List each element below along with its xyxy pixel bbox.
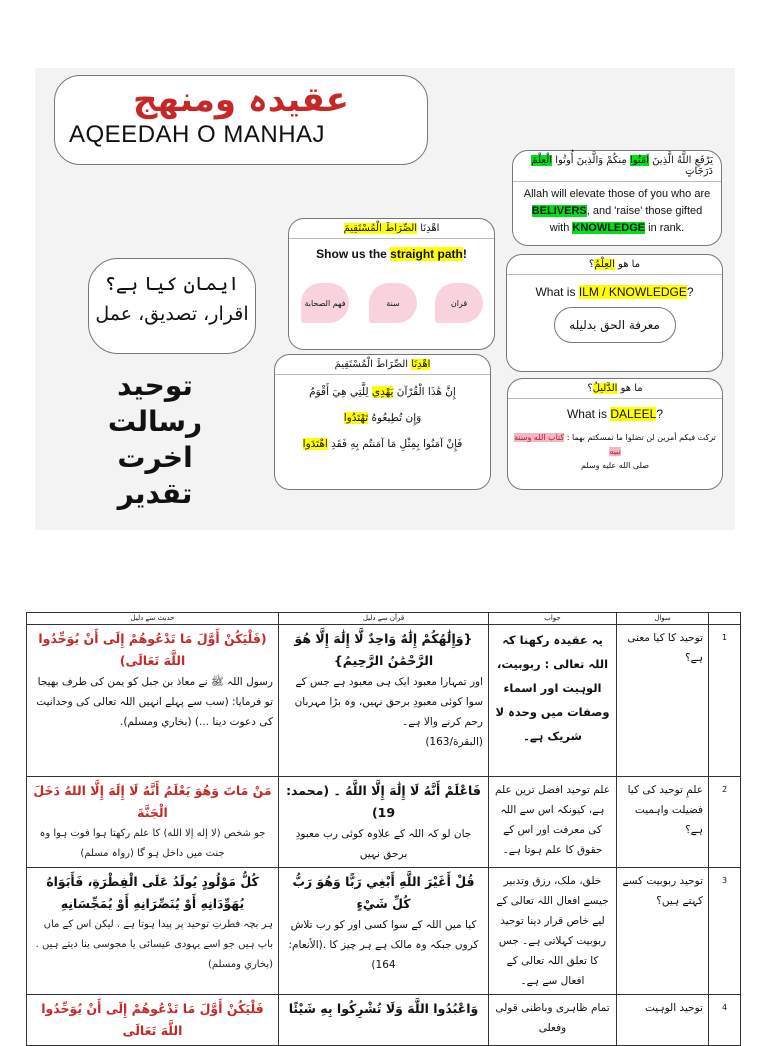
header-question: سوال [617,613,709,625]
bubble-quran: قران [435,283,483,323]
answer-cell: علم توحید افضل ترین علم ہے، کیونکہ اس سے اللہ کی معرفت اور اس کے حقوق کا علم ہوتا ہے۔ [489,777,617,868]
daleel-quote: ما هو الدَّليلُ؟ [508,379,722,399]
table-header-row [27,613,741,625]
title-english: AQEEDAH O MANHAJ [69,121,326,148]
verse-card [512,150,722,246]
header-hadith: حدیث سے دلیل [27,613,279,625]
hidayah-verses [275,379,490,457]
daleel-hadith: تركت فيكم أمرين لن تضلوا ما تمسكتم بهما : كتاب الله وسنة نبيه صلى الله عليه وسلم [514,433,716,470]
poster [35,68,735,530]
aqeedah-table [26,612,741,1046]
question-cell: توحید ربوبیت کسے کہتے ہیں؟ [617,868,709,995]
ilm-answer-cloud: معرفة الحق بدليله [554,307,676,343]
hidayah-verse-2: وَإِن تُطِيعُوهُ تَهْتَدُوا [343,412,422,424]
daleel-title: What is DALEEL? [566,407,664,421]
quran-cell: قُلْ أَغَيْرَ اللَّهِ أَبْغِي رَبًّا وَهُوَ رَبُّ كُلِّ شَيْءٍ کیا میں اللہ کے سوا کسی اور کو رب تلاش کروں جبکہ وہ مالک ہے ہر چیز کا .(الأنعام: 164) [279,868,489,995]
header-quran: قرآن سے دلیل [279,613,489,625]
straight-path-quote: اهْدِنَا الصِّرَاطَ الْمُسْتَقِيمَ [289,219,494,239]
pillar-taqdeer: تقدير [117,477,193,510]
bubble-sahaba: فهم الصحابة [301,283,349,323]
answer-cell: یہ عقیدہ رکھنا کہ اللہ تعالی : ربوبیت، الوہیت اور اسماء وصفات میں وحدہ لا شریک ہے۔ [489,625,617,777]
row-number: 4 [709,995,741,1046]
table-row [27,995,741,1046]
pillar-akhirat: اخرت [117,441,193,474]
hadith-cell: (فَلْيَكُنْ أَوَّلَ مَا تَدْعُوهُمْ إِلَى أَنْ يُوَحِّدُوا اللَّهَ تَعَالَى) رسول اللہ ﷺ نے معاذ بن جبل کو یمن کی طرف بھیجا تو فرمایا: (سب سے پہلے انہیں اللہ تعالی کی وحدانیت کی دعوت دینا ...) (بخاري ومسلم). [27,625,279,777]
question-cell: توحید الوہیت [617,995,709,1046]
row-number: 2 [709,777,741,868]
hidayah-verse-1: إِنَّ هَٰذَا الْقُرْآنَ يَهْدِي لِلَّتِي هِيَ أَقْوَمُ [309,386,456,398]
ilm-title: What is ILM / KNOWLEDGE? [535,285,694,299]
quran-cell: وَاعْبُدُوا اللَّهَ وَلَا تُشْرِكُوا بِهِ شَيْئًا [279,995,489,1046]
pillars-list [100,368,210,512]
table-row [27,625,741,777]
hadith-cell: فَلْيَكُنْ أَوَّلَ مَا تَدْعُوهُمْ إِلَى أَنْ يُوَحِّدُوا اللَّهَ تَعَالَى [27,995,279,1046]
hidayah-verse-3: فَإِنْ آمَنُوا بِمِثْلِ مَا آمَنتُم بِهِ فَقَدِ اهْتَدَوا [302,438,463,450]
ilm-quote: ما هو العِلْمُ؟ [507,255,722,275]
ilm-card [506,254,723,372]
iman-answer: اقرار، تصدیق، عمل [95,303,249,325]
hadith-cell: كُلُّ مَوْلُودٍ يُولَدُ عَلَى الْفِطْرَةِ، فَأَبَوَاهُ يُهَوِّدَانِهِ أَوْ يُنَصِّرَانِهِ أَوْ يُمَجِّسَانِهِ ہر بچہ فطرتِ توحید پر پیدا ہوتا ہے . لیکن اس کے ماں باپ ہیں جو اسے یہودی عیسائی یا مجوسی بنا دیتے ہیں .(بخاري ومسلم) [27,868,279,995]
quran-cell: {وَإِلَٰهُكُمْ إِلَٰهٌ وَاحِدٌ لَّا إِلَٰهَ إِلَّا هُوَ الرَّحْمَٰنُ الرَّحِيمُ} اور تمہارا معبود ایک ہی معبود ہے جس کے سوا کوئی معبودِ برحق نہیں، وہ بڑا مہربان رحم کرنے والا ہے۔ (البقرة/163) [279,625,489,777]
hidayah-quote: اهْدِنَا الصِّرَاطَ الْمُسْتَقِيمَ [275,355,490,375]
question-cell: علمِ توحید کی کیا فضیلت واہمیت ہے؟ [617,777,709,868]
title-card [54,75,428,165]
daleel-card [507,378,723,490]
straight-path-card [288,218,495,350]
row-number: 1 [709,625,741,777]
row-number: 3 [709,868,741,995]
table-row [27,777,741,868]
title-arabic: عقيدہ ومنھج [133,80,349,120]
hadith-cell: مَنْ مَاتَ وَهُوَ يَعْلَمُ أَنَّهُ لَا إِلَهَ إِلَّا اللهُ دَخَلَ الْجَنَّةَ جو شخص (لا إله إلا الله) کا علم رکھتا ہوا فوت ہوا وہ جنت میں داخل ہو گا (رواہ مسلم) [27,777,279,868]
question-cell: توحید کا کیا معنی ہے؟ [617,625,709,777]
verse-quote: يَرْفَعِ اللَّهُ الَّذِينَ آمَنُوا مِنكُمْ وَالَّذِينَ أُوتُوا الْعِلْمَ دَرَجَاتٍ [513,151,721,182]
quran-cell: فَاعْلَمْ أَنَّهُ لَا إِلَٰهَ إِلَّا اللَّهُ ۔ (محمد: 19) جان لو کہ اللہ کے علاوہ کوئی رب معبودِ برحق نہیں [279,777,489,868]
hidayah-card [274,354,491,490]
header-answer: جواب [489,613,617,625]
iman-card [88,258,256,354]
header-number [709,613,741,625]
iman-question: ایمان کیا ہے؟ [104,273,240,295]
verse-translation: Allah will elevate those of you who are BELIVERS, and 'raise' those gifted with KNOWLEDGE in rank. [523,188,711,234]
answer-cell: خلق، ملک، رزق وتدبیر جیسے افعال اللہ تعالی کے لیے خاص قرار دینا توحید ربوبیت کہلاتی ہے۔ جس کا تعلق اللہ تعالی کے افعال سے ہے۔ [489,868,617,995]
pillar-tawheed: توحيد [117,369,193,402]
bubble-sunnah: سنة [369,283,417,323]
straight-path-title: Show us the straight path! [316,247,467,261]
pillar-risalat: رسالت [107,405,203,438]
answer-cell: تمام ظاہری وباطنی قولی وفعلی [489,995,617,1046]
table-row [27,868,741,995]
